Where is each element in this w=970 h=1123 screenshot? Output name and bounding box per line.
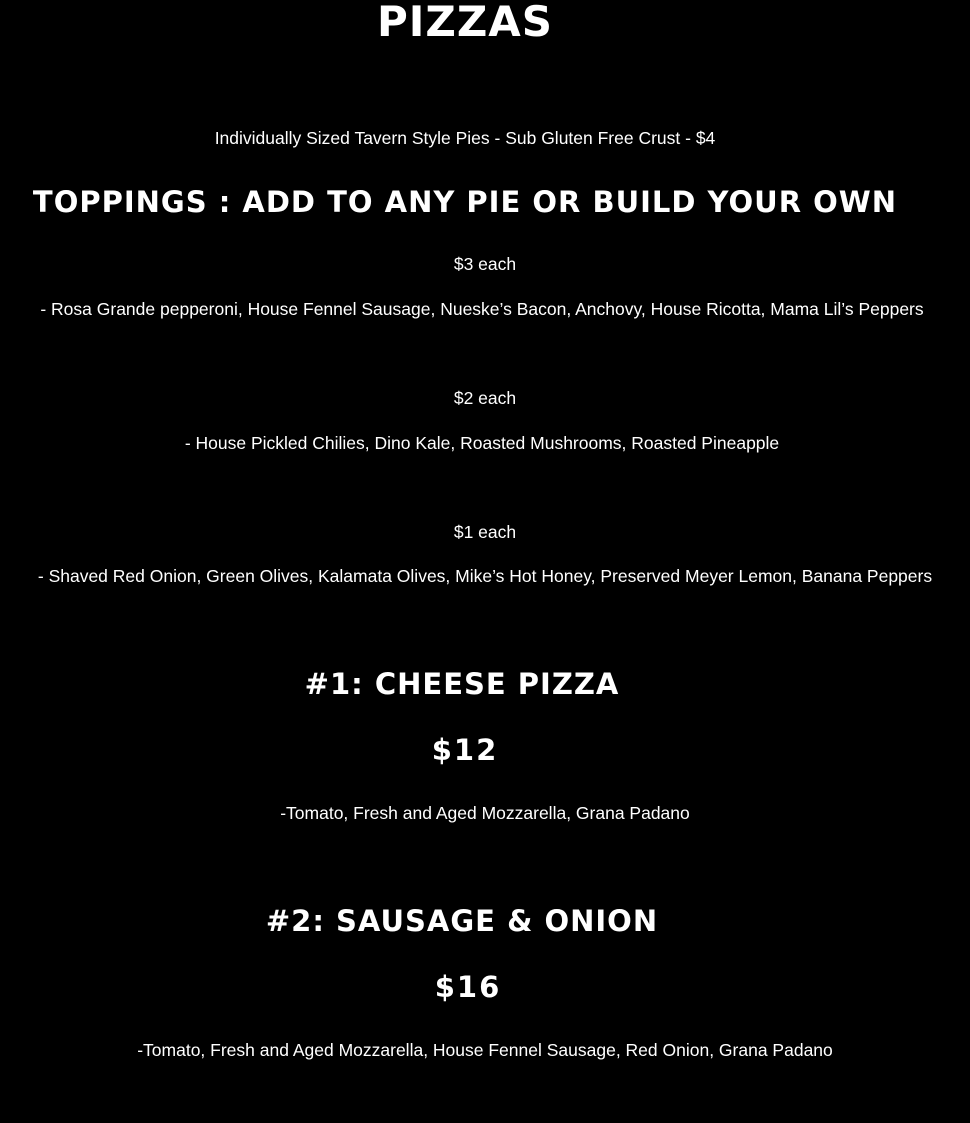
pizza-name: #2: SAUSAGE & ONION [265,904,659,938]
pizza-name: #1: CHEESE PIZZA [304,667,620,701]
topping-tier-price: $3 each [453,254,517,274]
page-title: PIZZAS [376,0,554,46]
pizza-description: -Tomato, Fresh and Aged Mozzarella, House Fennel Sausage, Red Onion, Grana Padano [137,1040,833,1060]
pizza-description: -Tomato, Fresh and Aged Mozzarella, Grana Padano [280,803,690,823]
pizza-price: $12 [431,733,499,767]
toppings-heading: TOPPINGS : ADD TO ANY PIE OR BUILD YOUR OWN [32,185,898,219]
menu-subtitle: Individually Sized Tavern Style Pies - Sub Gluten Free Crust - $4 [214,128,716,148]
topping-tier-items: - Shaved Red Onion, Green Olives, Kalamata Olives, Mike’s Hot Honey, Preserved Meyer Lemon, Banana Peppers [37,566,933,586]
topping-tier-price: $1 each [453,522,517,542]
topping-tier-items: - Rosa Grande pepperoni, House Fennel Sausage, Nueske’s Bacon, Anchovy, House Ricotta, Mama Lil’s Peppers [40,299,924,319]
pizza-price: $16 [434,970,502,1004]
topping-tier-price: $2 each [453,388,517,408]
topping-tier-items: - House Pickled Chilies, Dino Kale, Roasted Mushrooms, Roasted Pineapple [184,433,780,453]
